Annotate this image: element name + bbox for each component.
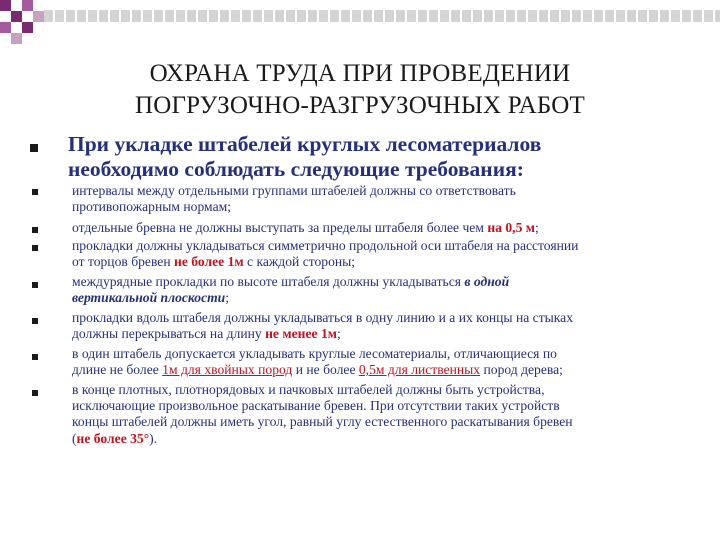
item-text: ). [149, 430, 158, 446]
item-line [72, 431, 672, 447]
list-item [72, 183, 672, 215]
item-line [72, 274, 672, 290]
item-bullet [32, 282, 38, 288]
highlight-value: 1м для хвойных пород [162, 362, 293, 378]
item-line [72, 254, 672, 270]
item-text: от торцов бревен [72, 254, 174, 270]
item-bullet [32, 227, 38, 233]
item-text: и не более [292, 362, 359, 378]
item-text: ; [535, 220, 539, 235]
highlight-value: на 0,5 м [487, 220, 536, 235]
slide-title [60, 58, 660, 122]
item-bullet [32, 354, 38, 360]
item-line: интервалы между отдельными группами штабелей должны со ответствовать [72, 183, 516, 198]
highlight-value: 0,5м для лиственных [358, 362, 481, 378]
list-item [72, 346, 672, 378]
top-decorative-band [44, 10, 720, 22]
highlight-value: не более 1м [174, 254, 244, 270]
list-item [72, 220, 672, 236]
item-line [72, 290, 672, 306]
item-text: отдельные бревна не должны выступать за пределы штабеля более чем [72, 220, 488, 235]
emphasis-text: в одной [464, 274, 510, 289]
item-line: исключающие произвольное раскатывание бревен. При отсутствии таких устройств [72, 398, 560, 414]
item-line: концы штабелей должны иметь угол, равный углу естественного раскатывания бревен [72, 414, 573, 430]
item-text: пород дерева; [480, 362, 563, 378]
item-text: ; [337, 326, 341, 342]
item-bullet [32, 318, 38, 324]
list-item [72, 382, 672, 447]
lead-bullet [30, 144, 38, 152]
list-item [72, 310, 672, 342]
item-text: ; [225, 290, 230, 306]
title-line-1: ОХРАНА ТРУДА ПРИ ПРОВЕДЕНИИ [149, 60, 571, 87]
list-item [72, 238, 672, 270]
list-item [72, 274, 672, 306]
lead-paragraph [68, 132, 688, 182]
item-line [72, 362, 672, 378]
item-line: противопожарным нормам; [72, 199, 231, 215]
item-line: в конце плотных, плотнорядовых и пачковых штабелей должны быть устройства, [72, 382, 545, 397]
item-text: междурядные прокладки по высоте штабеля должны укладываться [72, 274, 465, 289]
item-text: ( [72, 430, 77, 446]
emphasis-text: вертикальной плоскости [72, 290, 226, 306]
lead-line-2: необходимо соблюдать следующие требования: [68, 157, 524, 181]
item-text: должны перекрываться на длину [72, 326, 266, 342]
item-text: длине не более [72, 362, 163, 378]
item-line: прокладки должны укладываться симметрично продольной оси штабеля на расстоянии [72, 238, 579, 253]
highlight-value: не более 35° [76, 430, 150, 446]
item-text: с каждой стороны; [243, 254, 356, 270]
corner-checker-decoration [0, 0, 44, 44]
lead-line-1: При укладке штабелей круглых лесоматериалов [68, 132, 542, 156]
highlight-value: не менее 1м [265, 326, 338, 342]
item-bullet [32, 245, 38, 251]
item-bullet [32, 189, 38, 195]
item-line: прокладки вдоль штабеля должны укладываться в одну линию и а их концы на стыках [72, 310, 574, 325]
title-line-2: ПОГРУЗОЧНО-РАЗГРУЗОЧНЫХ РАБОТ [134, 92, 586, 119]
item-line [72, 220, 672, 236]
item-line [72, 326, 672, 342]
item-bullet [32, 390, 38, 396]
item-line: в один штабель допускается укладывать круглые лесоматериалы, отличающиеся по [72, 346, 557, 361]
